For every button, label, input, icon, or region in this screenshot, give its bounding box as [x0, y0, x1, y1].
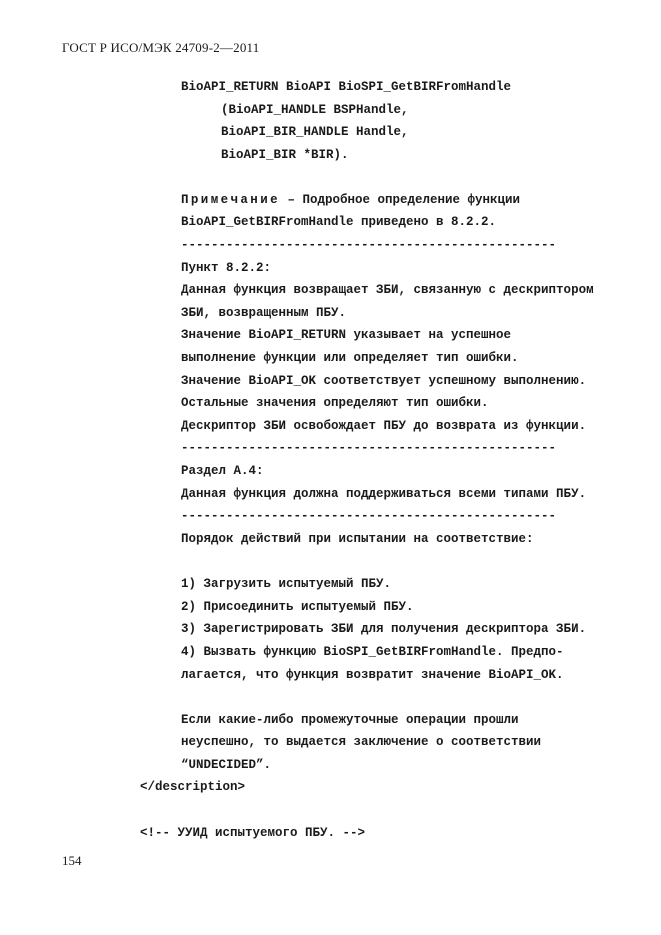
clause-title: Пункт 8.2.2: — [181, 261, 272, 275]
section-title: Раздел А.4: — [181, 464, 264, 478]
section-line: Данная функция должна поддерживаться всеми типами ПБУ. — [181, 487, 587, 501]
outcome-line: “UNDECIDED”. — [181, 758, 272, 772]
clause-line: Остальные значения определяют тип ошибки. — [181, 396, 489, 410]
signature-line-1: BioAPI_RETURN BioAPI BioSPI_GetBIRFromHandle — [181, 80, 512, 94]
document-header: ГОСТ Р ИСО/МЭК 24709-2—2011 — [62, 40, 260, 55]
closing-tag: </description> — [140, 780, 246, 794]
procedure-step: 2) Присоединить испытуемый ПБУ. — [181, 600, 414, 614]
signature-line-3: BioAPI_BIR_HANDLE Handle, — [221, 125, 409, 139]
separator-3: -------------------------------------------------- — [181, 509, 557, 523]
signature-line-4: BioAPI_BIR *BIR). — [221, 148, 349, 162]
procedure-step: лагается, что функция возвратит значение BioAPI_OK. — [181, 668, 564, 682]
procedure-step: 3) Зарегистрировать ЗБИ для получения дескриптора ЗБИ. — [181, 622, 587, 636]
separator-2: -------------------------------------------------- — [181, 441, 557, 455]
note-label: Примечание — [181, 193, 281, 207]
page-number: 154 — [62, 853, 82, 868]
procedure-step: 4) Вызвать функцию BioSPI_GetBIRFromHandle. Предпо- — [181, 645, 564, 659]
outcome-line: Если какие-либо промежуточные операции прошли — [181, 713, 519, 727]
procedure-title: Порядок действий при испытании на соответствие: — [181, 532, 534, 546]
signature-line-2: (BioAPI_HANDLE BSPHandle, — [221, 103, 409, 117]
clause-line: выполнение функции или определяет тип ошибки. — [181, 351, 519, 365]
note-line-1 — [181, 194, 520, 207]
clause-line: ЗБИ, возвращенным ПБУ. — [181, 306, 347, 320]
clause-line: Дескриптор ЗБИ освобождает ПБУ до возврата из функции. — [181, 419, 587, 433]
clause-line: Данная функция возвращает ЗБИ, связанную с дескриптором — [181, 283, 594, 297]
outcome-line: неуспешно, то выдается заключение о соответствии — [181, 735, 542, 749]
separator-1: -------------------------------------------------- — [181, 238, 557, 252]
clause-line: Значение BioAPI_RETURN указывает на успешное — [181, 328, 512, 342]
clause-line: Значение BioAPI_OK соответствует успешному выполнению. — [181, 374, 587, 388]
note-text: – Подробное определение функции — [280, 193, 521, 207]
procedure-step: 1) Загрузить испытуемый ПБУ. — [181, 577, 392, 591]
note-line-2: BioAPI_GetBIRFromHandle приведено в 8.2.2. — [181, 215, 497, 229]
xml-comment: <!-- УУИД испытуемого ПБУ. --> — [140, 826, 366, 840]
